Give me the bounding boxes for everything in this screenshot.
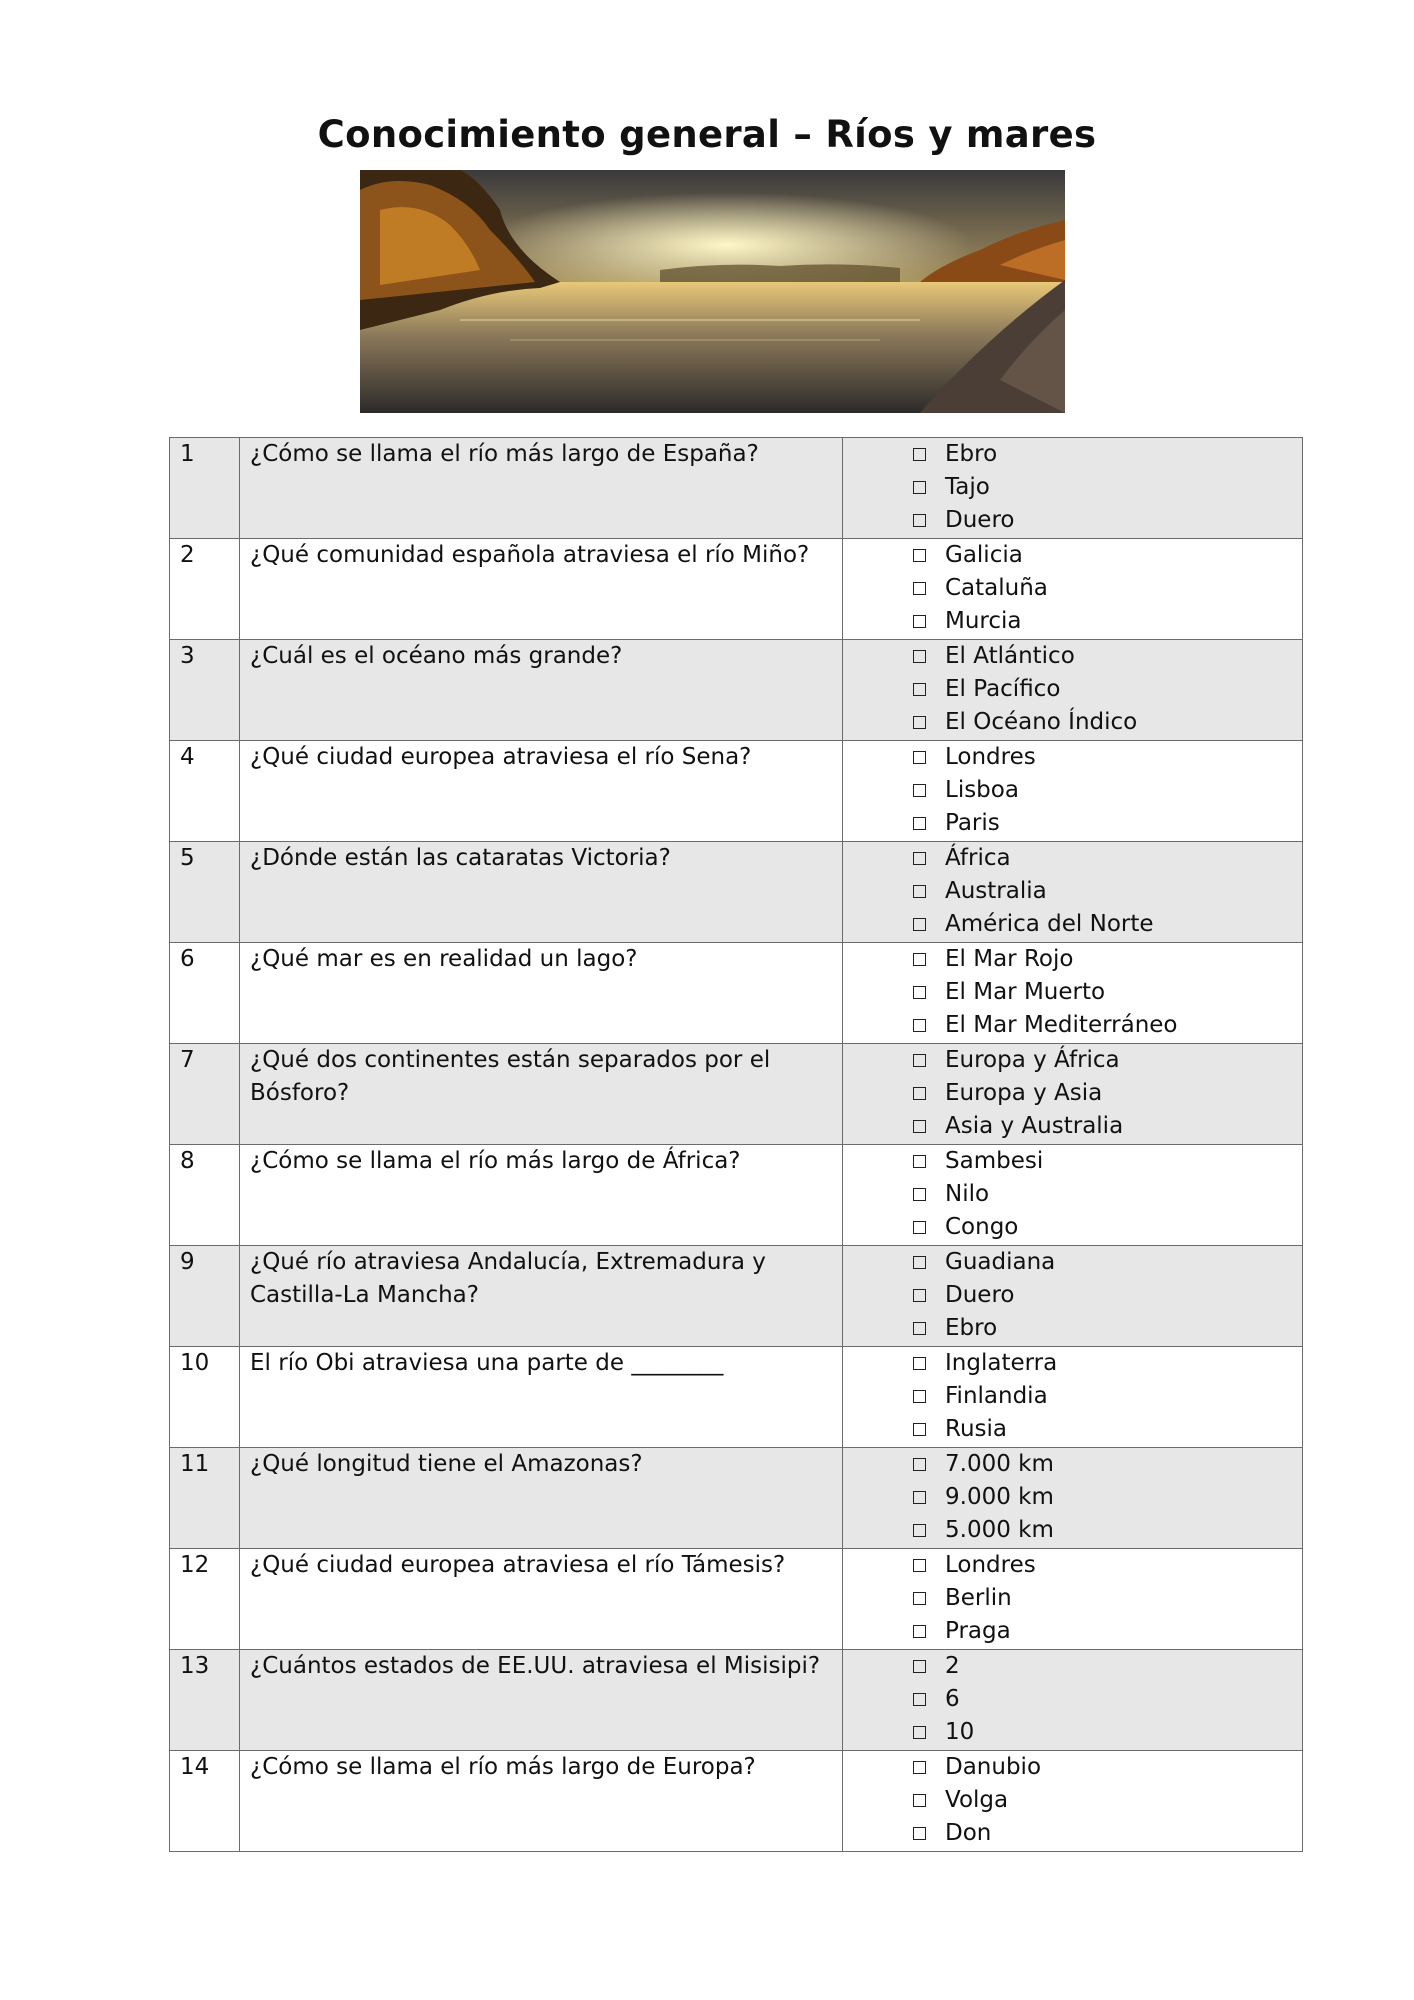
answer-option[interactable]	[853, 572, 1292, 605]
checkbox-icon[interactable]	[913, 1625, 926, 1638]
question-row	[170, 1448, 1303, 1549]
answer-option-label: El Mar Muerto	[945, 979, 1106, 1005]
answer-option-label: Guadiana	[945, 1249, 1056, 1275]
answer-option-label: Duero	[945, 507, 1015, 533]
question-number: 9	[170, 1246, 240, 1347]
checkbox-icon[interactable]	[913, 481, 926, 494]
answer-option-label: Berlin	[945, 1585, 1012, 1611]
answer-option[interactable]	[853, 1145, 1292, 1178]
answer-option[interactable]	[853, 1246, 1292, 1279]
answer-option[interactable]	[853, 1044, 1292, 1077]
question-text: ¿Cómo se llama el río más largo de España?	[240, 438, 843, 539]
checkbox-icon[interactable]	[913, 817, 926, 830]
answer-option[interactable]	[853, 471, 1292, 504]
answer-options	[843, 539, 1303, 640]
question-number: 8	[170, 1145, 240, 1246]
question-text: ¿Qué longitud tiene el Amazonas?	[240, 1448, 843, 1549]
answer-option[interactable]	[853, 875, 1292, 908]
question-number: 3	[170, 640, 240, 741]
answer-option-label: Rusia	[945, 1416, 1007, 1442]
answer-option-label: El Pacífico	[945, 676, 1061, 702]
answer-option-label: África	[945, 845, 1011, 871]
question-number: 4	[170, 741, 240, 842]
checkbox-icon[interactable]	[913, 1726, 926, 1739]
question-row	[170, 1145, 1303, 1246]
checkbox-icon[interactable]	[913, 1524, 926, 1537]
quiz-table	[169, 437, 1303, 1852]
answer-option[interactable]	[853, 1380, 1292, 1413]
answer-option[interactable]	[853, 774, 1292, 807]
checkbox-icon[interactable]	[913, 448, 926, 461]
answer-option[interactable]	[853, 1817, 1292, 1850]
checkbox-icon[interactable]	[913, 1458, 926, 1471]
answer-options	[843, 741, 1303, 842]
checkbox-icon[interactable]	[913, 751, 926, 764]
checkbox-icon[interactable]	[913, 852, 926, 865]
question-text: ¿Dónde están las cataratas Victoria?	[240, 842, 843, 943]
answer-option[interactable]	[853, 908, 1292, 941]
question-text: ¿Qué ciudad europea atraviesa el río Támesis?	[240, 1549, 843, 1650]
answer-option[interactable]	[853, 1009, 1292, 1042]
question-row	[170, 943, 1303, 1044]
answer-option[interactable]	[853, 842, 1292, 875]
question-row	[170, 1044, 1303, 1145]
answer-options	[843, 842, 1303, 943]
answer-option-label: El Mar Rojo	[945, 946, 1074, 972]
answer-option-label: 2	[945, 1653, 960, 1679]
checkbox-icon[interactable]	[913, 1322, 926, 1335]
question-row	[170, 1650, 1303, 1751]
page-title: Conocimiento general – Ríos y mares	[317, 112, 1097, 156]
answer-option[interactable]	[853, 741, 1292, 774]
checkbox-icon[interactable]	[913, 549, 926, 562]
checkbox-icon[interactable]	[913, 1693, 926, 1706]
answer-option-label: Australia	[945, 878, 1047, 904]
checkbox-icon[interactable]	[913, 1289, 926, 1302]
question-text: El río Obi atraviesa una parte de ________	[240, 1347, 843, 1448]
question-row	[170, 1246, 1303, 1347]
answer-option[interactable]	[853, 1514, 1292, 1547]
checkbox-icon[interactable]	[913, 885, 926, 898]
checkbox-icon[interactable]	[913, 615, 926, 628]
checkbox-icon[interactable]	[913, 986, 926, 999]
answer-options	[843, 1145, 1303, 1246]
checkbox-icon[interactable]	[913, 1827, 926, 1840]
answer-option[interactable]	[853, 1549, 1292, 1582]
checkbox-icon[interactable]	[913, 1357, 926, 1370]
answer-option-label: Asia y Australia	[945, 1113, 1124, 1139]
checkbox-icon[interactable]	[913, 716, 926, 729]
checkbox-icon[interactable]	[913, 683, 926, 696]
answer-option-label: Ebro	[945, 441, 998, 467]
answer-option-label: Paris	[945, 810, 1000, 836]
answer-option[interactable]	[853, 1751, 1292, 1784]
answer-option-label: Volga	[945, 1787, 1009, 1813]
checkbox-icon[interactable]	[913, 1491, 926, 1504]
answer-option[interactable]	[853, 706, 1292, 739]
answer-option[interactable]	[853, 1312, 1292, 1345]
answer-option[interactable]	[853, 504, 1292, 537]
question-text: ¿Cuántos estados de EE.UU. atraviesa el Misisipi?	[240, 1650, 843, 1751]
checkbox-icon[interactable]	[913, 1019, 926, 1032]
question-text: ¿Cómo se llama el río más largo de África?	[240, 1145, 843, 1246]
answer-option[interactable]	[853, 1448, 1292, 1481]
answer-option[interactable]	[853, 1784, 1292, 1817]
answer-option[interactable]	[853, 1615, 1292, 1648]
answer-option-label: Europa y África	[945, 1047, 1120, 1073]
answer-option-label: Praga	[945, 1618, 1011, 1644]
question-number: 12	[170, 1549, 240, 1650]
answer-option-label: Sambesi	[945, 1148, 1044, 1174]
answer-option[interactable]	[853, 943, 1292, 976]
answer-option-label: Galicia	[945, 542, 1023, 568]
answer-options	[843, 438, 1303, 539]
answer-options	[843, 1347, 1303, 1448]
checkbox-icon[interactable]	[913, 582, 926, 595]
answer-option-label: Finlandia	[945, 1383, 1048, 1409]
answer-option[interactable]	[853, 1716, 1292, 1749]
answer-option[interactable]	[853, 1650, 1292, 1683]
answer-option-label: 6	[945, 1686, 960, 1712]
answer-option[interactable]	[853, 1279, 1292, 1312]
checkbox-icon[interactable]	[913, 1054, 926, 1067]
answer-option-label: El Océano Índico	[945, 709, 1138, 735]
answer-option[interactable]	[853, 1413, 1292, 1446]
answer-option-label: Inglaterra	[945, 1350, 1058, 1376]
checkbox-icon[interactable]	[913, 784, 926, 797]
answer-option-label: 5.000 km	[945, 1517, 1054, 1543]
answer-option-label: Don	[945, 1820, 992, 1846]
answer-option[interactable]	[853, 673, 1292, 706]
question-number: 5	[170, 842, 240, 943]
checkbox-icon[interactable]	[913, 1390, 926, 1403]
answer-option-label: El Atlántico	[945, 643, 1075, 669]
answer-options	[843, 1044, 1303, 1145]
question-number: 2	[170, 539, 240, 640]
answer-options	[843, 1650, 1303, 1751]
answer-option-label: Danubio	[945, 1754, 1042, 1780]
answer-options	[843, 1549, 1303, 1650]
checkbox-icon[interactable]	[913, 1155, 926, 1168]
answer-option[interactable]	[853, 1178, 1292, 1211]
question-text: ¿Cómo se llama el río más largo de Europa?	[240, 1751, 843, 1852]
answer-option[interactable]	[853, 1347, 1292, 1380]
answer-option[interactable]	[853, 1211, 1292, 1244]
question-row	[170, 640, 1303, 741]
question-row	[170, 539, 1303, 640]
question-text: ¿Qué comunidad española atraviesa el río Miño?	[240, 539, 843, 640]
question-text: ¿Cuál es el océano más grande?	[240, 640, 843, 741]
answer-option[interactable]	[853, 605, 1292, 638]
answer-option[interactable]	[853, 1077, 1292, 1110]
question-number: 14	[170, 1751, 240, 1852]
answer-option-label: Tajo	[945, 474, 990, 500]
question-number: 6	[170, 943, 240, 1044]
answer-option-label: El Mar Mediterráneo	[945, 1012, 1178, 1038]
answer-options	[843, 943, 1303, 1044]
checkbox-icon[interactable]	[913, 953, 926, 966]
question-text: ¿Qué río atraviesa Andalucía, Extremadura y Castilla-La Mancha?	[240, 1246, 843, 1347]
checkbox-icon[interactable]	[913, 918, 926, 931]
answer-option-label: Londres	[945, 1552, 1036, 1578]
question-number: 13	[170, 1650, 240, 1751]
answer-option[interactable]	[853, 976, 1292, 1009]
question-number: 11	[170, 1448, 240, 1549]
checkbox-icon[interactable]	[913, 1120, 926, 1133]
answer-options	[843, 1246, 1303, 1347]
question-number: 7	[170, 1044, 240, 1145]
checkbox-icon[interactable]	[913, 1087, 926, 1100]
question-row	[170, 842, 1303, 943]
answer-option[interactable]	[853, 539, 1292, 572]
question-row	[170, 438, 1303, 539]
question-number: 1	[170, 438, 240, 539]
answer-option-label: América del Norte	[945, 911, 1154, 937]
question-row	[170, 1751, 1303, 1852]
answer-options	[843, 640, 1303, 741]
question-text: ¿Qué ciudad europea atraviesa el río Sena?	[240, 741, 843, 842]
answer-options	[843, 1448, 1303, 1549]
question-row	[170, 1347, 1303, 1448]
answer-option-label: Lisboa	[945, 777, 1019, 803]
question-row	[170, 1549, 1303, 1650]
answer-option-label: Cataluña	[945, 575, 1048, 601]
answer-options	[843, 1751, 1303, 1852]
checkbox-icon[interactable]	[913, 1256, 926, 1269]
question-row	[170, 741, 1303, 842]
answer-option-label: Congo	[945, 1214, 1019, 1240]
answer-option[interactable]	[853, 1683, 1292, 1716]
checkbox-icon[interactable]	[913, 1559, 926, 1572]
checkbox-icon[interactable]	[913, 1188, 926, 1201]
answer-option[interactable]	[853, 807, 1292, 840]
checkbox-icon[interactable]	[913, 1794, 926, 1807]
checkbox-icon[interactable]	[913, 650, 926, 663]
answer-option[interactable]	[853, 640, 1292, 673]
question-text: ¿Qué dos continentes están separados por el Bósforo?	[240, 1044, 843, 1145]
answer-option-label: Ebro	[945, 1315, 998, 1341]
question-text: ¿Qué mar es en realidad un lago?	[240, 943, 843, 1044]
answer-option-label: Londres	[945, 744, 1036, 770]
answer-option-label: 10	[945, 1719, 975, 1745]
answer-option-label: Nilo	[945, 1181, 990, 1207]
checkbox-icon[interactable]	[913, 1592, 926, 1605]
answer-option-label: 7.000 km	[945, 1451, 1054, 1477]
answer-option[interactable]	[853, 1582, 1292, 1615]
answer-option-label: Murcia	[945, 608, 1022, 634]
answer-option[interactable]	[853, 1110, 1292, 1143]
question-number: 10	[170, 1347, 240, 1448]
answer-option-label: 9.000 km	[945, 1484, 1054, 1510]
river-sunset-photo	[360, 170, 1065, 413]
checkbox-icon[interactable]	[913, 514, 926, 527]
answer-option[interactable]	[853, 438, 1292, 471]
checkbox-icon[interactable]	[913, 1221, 926, 1234]
answer-option[interactable]	[853, 1481, 1292, 1514]
answer-option-label: Duero	[945, 1282, 1015, 1308]
checkbox-icon[interactable]	[913, 1761, 926, 1774]
answer-option-label: Europa y Asia	[945, 1080, 1103, 1106]
checkbox-icon[interactable]	[913, 1660, 926, 1673]
checkbox-icon[interactable]	[913, 1423, 926, 1436]
